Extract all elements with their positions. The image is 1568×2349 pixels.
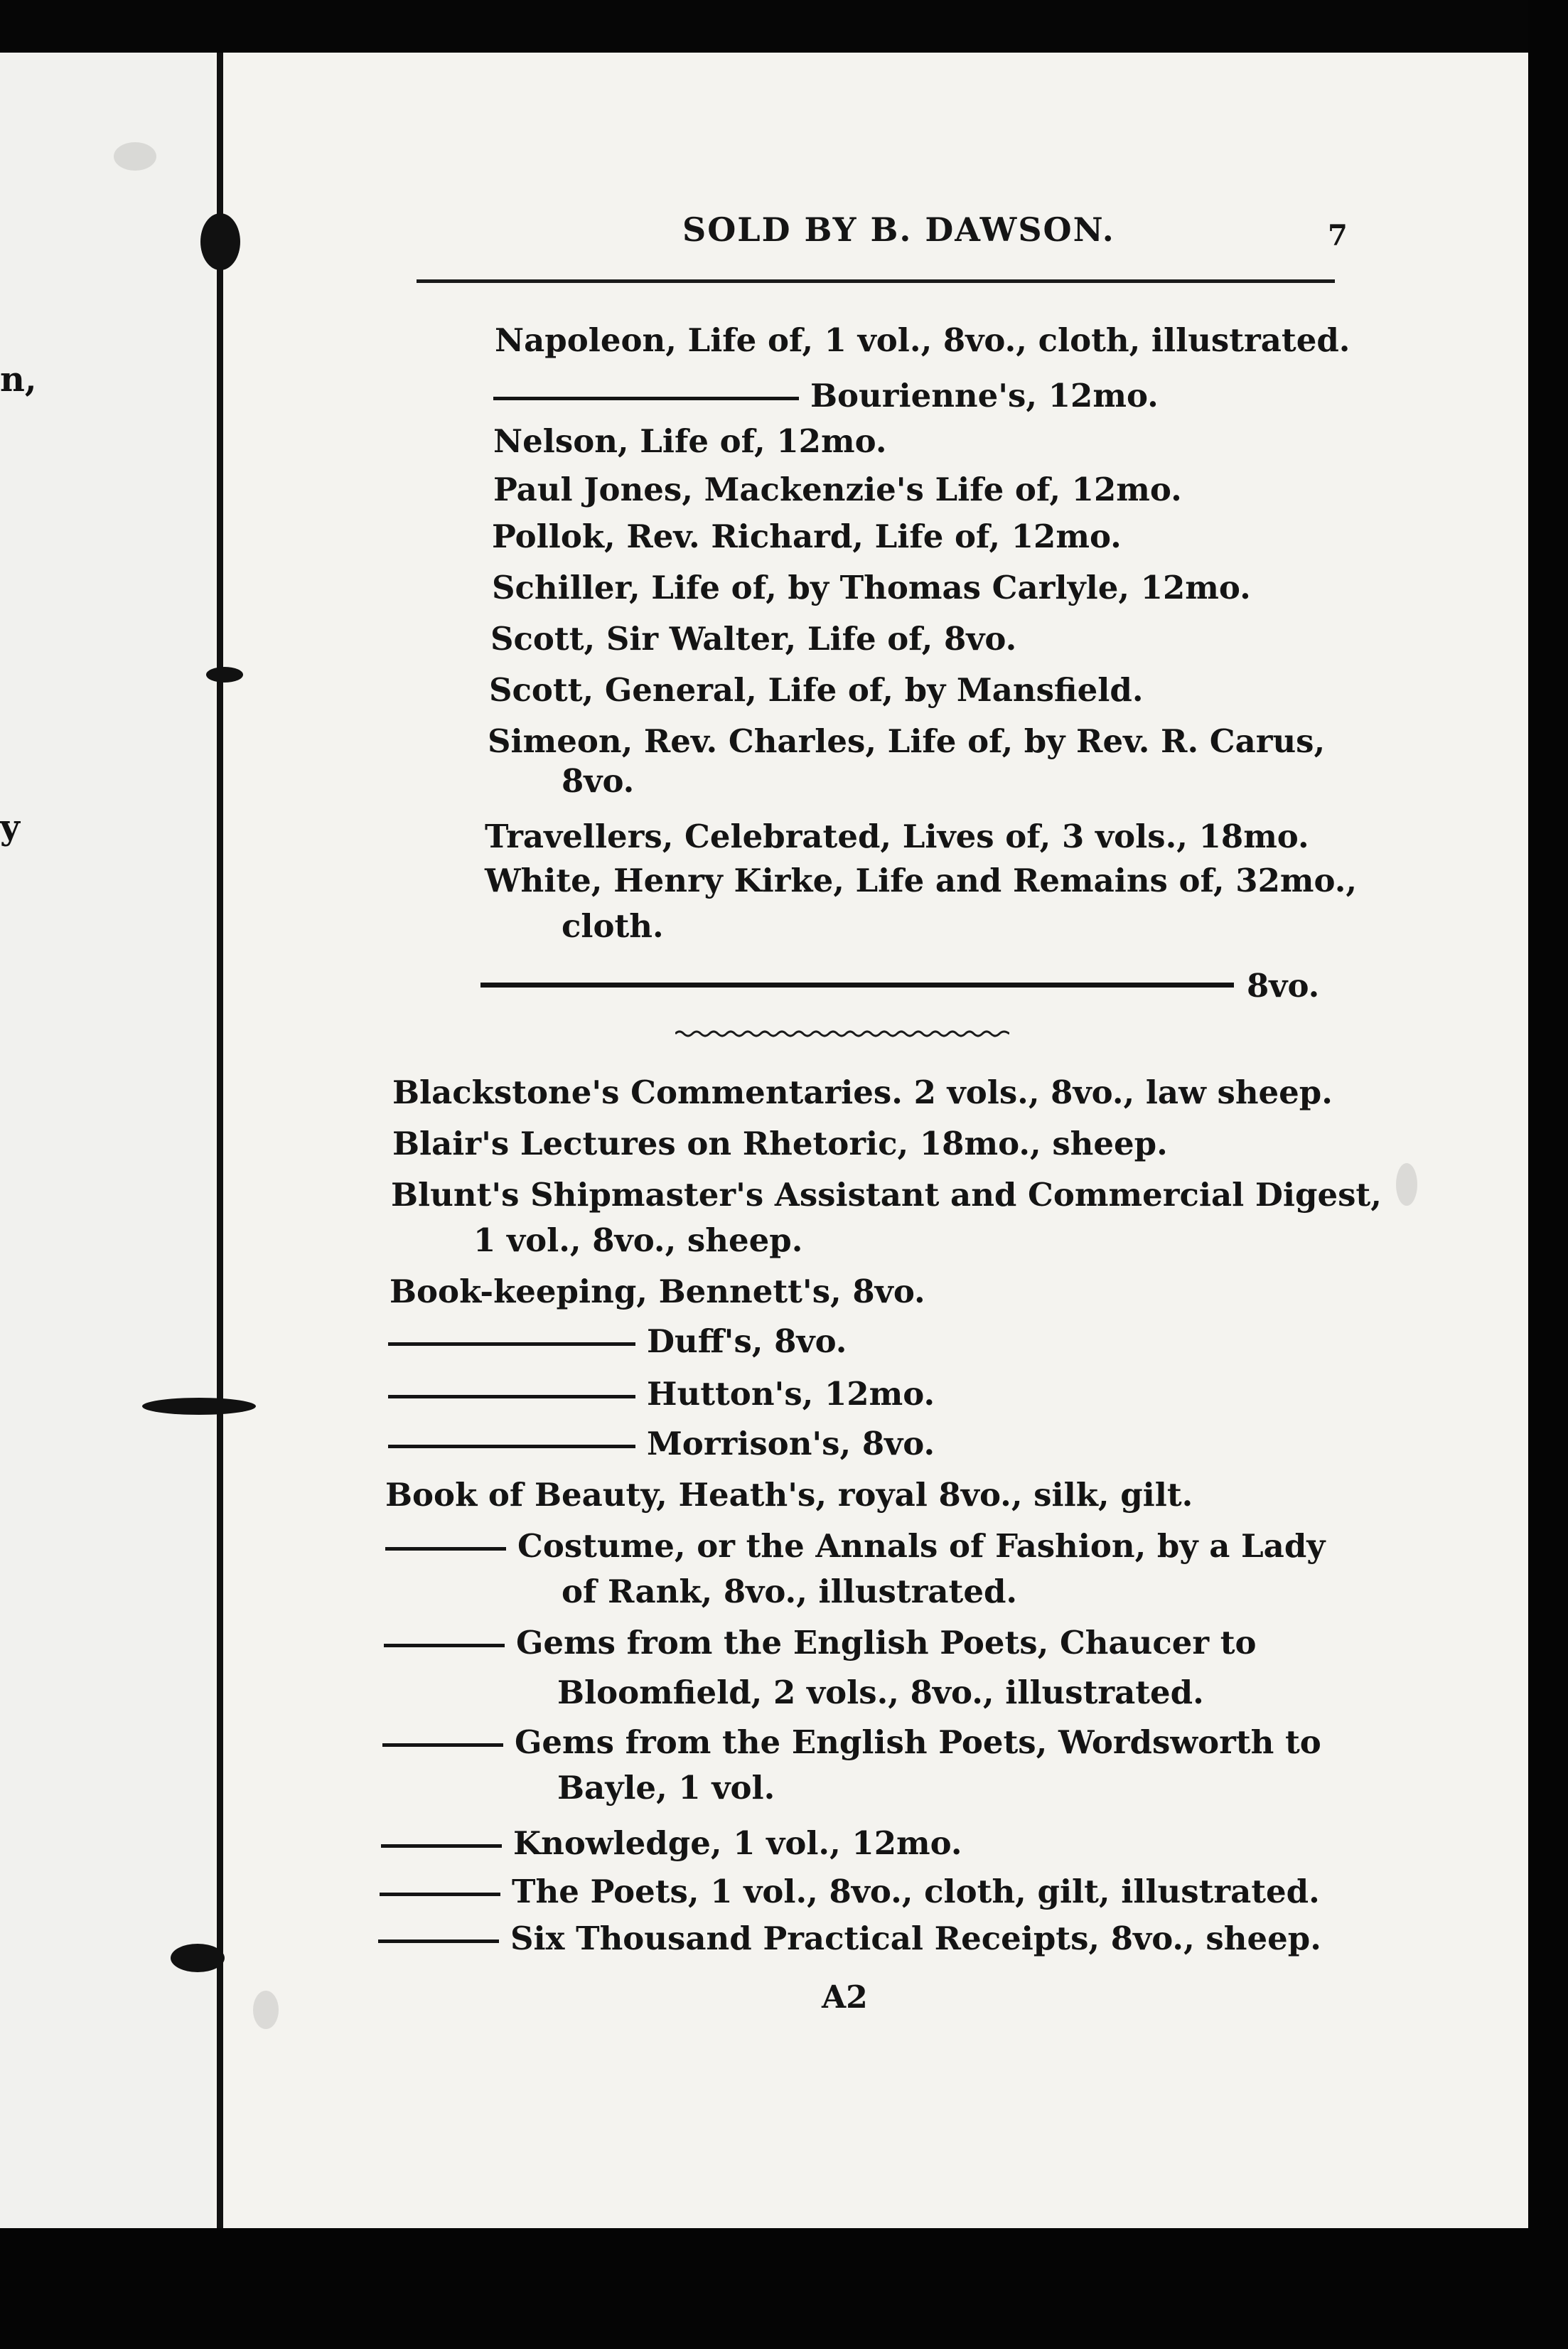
catalog-entry bbox=[381, 1824, 962, 1862]
binding-gutter bbox=[217, 53, 223, 2228]
catalog-entry bbox=[378, 1920, 1321, 1957]
catalog-entry: Scott, Sir Walter, Life of, 8vo. bbox=[490, 620, 1017, 658]
catalog-entry-continuation: 8vo. bbox=[562, 762, 635, 800]
catalog-entry: Blackstone's Commentaries. 2 vols., 8vo., law sheep. bbox=[392, 1074, 1333, 1111]
catalog-entry bbox=[388, 1425, 935, 1462]
catalog-entry bbox=[493, 377, 1159, 414]
catalog-entry: Napoleon, Life of, 1 vol., 8vo., cloth, illustrated. bbox=[495, 321, 1350, 359]
catalog-entry-text: Six Thousand Practical Receipts, 8vo., sheep. bbox=[510, 1920, 1321, 1957]
catalog-entry: Book of Beauty, Heath's, royal 8vo., silk, gilt. bbox=[385, 1476, 1193, 1514]
catalog-entry-text: Costume, or the Annals of Fashion, by a Lady bbox=[517, 1527, 1326, 1565]
catalog-entry-continuation: Bayle, 1 vol. bbox=[557, 1769, 775, 1807]
catalog-entry bbox=[380, 1873, 1320, 1910]
ditto-rule bbox=[382, 1743, 503, 1747]
catalog-entry: Book-keeping, Bennett's, 8vo. bbox=[390, 1273, 925, 1310]
ditto-rule bbox=[388, 1445, 635, 1448]
catalog-entry: Pollok, Rev. Richard, Life of, 12mo. bbox=[492, 518, 1122, 555]
catalog-entry bbox=[382, 1723, 1321, 1761]
ditto-rule bbox=[480, 983, 1234, 988]
catalog-entry-text: Bourienne's, 12mo. bbox=[810, 377, 1159, 414]
catalog-entry: White, Henry Kirke, Life and Remains of, 32mo., bbox=[485, 862, 1358, 899]
ditto-rule bbox=[385, 1547, 506, 1551]
catalog-entry-text: Morrison's, 8vo. bbox=[647, 1425, 935, 1462]
paper-stain bbox=[253, 1991, 279, 2029]
gutter-mark bbox=[142, 1398, 256, 1415]
catalog-entry: Travellers, Celebrated, Lives of, 3 vols., 18mo. bbox=[485, 818, 1309, 855]
catalog-entry bbox=[384, 1624, 1257, 1662]
catalog-entry-text: Gems from the English Poets, Chaucer to bbox=[516, 1624, 1257, 1662]
ditto-rule bbox=[380, 1893, 500, 1896]
catalog-entry-text: Hutton's, 12mo. bbox=[647, 1375, 935, 1413]
catalog-entry: Blunt's Shipmaster's Assistant and Commercial Digest, bbox=[391, 1176, 1382, 1214]
catalog-entry bbox=[388, 1375, 935, 1413]
catalog-entry: Nelson, Life of, 12mo. bbox=[493, 422, 887, 460]
catalog-entry: Scott, General, Life of, by Mansfield. bbox=[489, 671, 1144, 709]
catalog-entry: Schiller, Life of, by Thomas Carlyle, 12mo. bbox=[492, 569, 1251, 606]
catalog-entry: Simeon, Rev. Charles, Life of, by Rev. R. Carus, bbox=[488, 722, 1326, 760]
ditto-rule bbox=[381, 1844, 502, 1848]
ditto-rule bbox=[384, 1644, 505, 1647]
catalog-entry: Paul Jones, Mackenzie's Life of, 12mo. bbox=[493, 471, 1182, 508]
ditto-rule bbox=[493, 397, 799, 400]
scan-border-bottom bbox=[0, 2228, 1568, 2349]
catalog-entry-continuation: cloth. bbox=[562, 907, 664, 945]
catalog-entry-text: Knowledge, 1 vol., 12mo. bbox=[513, 1824, 962, 1862]
paper-stain bbox=[1396, 1163, 1417, 1206]
ditto-rule bbox=[378, 1939, 499, 1943]
page-number: 7 bbox=[1328, 219, 1348, 252]
left-page-fragment: n, bbox=[0, 360, 37, 400]
catalog-entry-text: Duff's, 8vo. bbox=[647, 1322, 847, 1360]
gutter-mark bbox=[206, 667, 243, 683]
header-rule bbox=[417, 279, 1335, 283]
catalog-entry-text: The Poets, 1 vol., 8vo., cloth, gilt, illustrated. bbox=[512, 1873, 1320, 1910]
running-header: SOLD BY B. DAWSON. bbox=[682, 210, 1115, 249]
scan-border-right bbox=[1528, 0, 1568, 2349]
catalog-entry: Blair's Lectures on Rhetoric, 18mo., sheep. bbox=[392, 1125, 1168, 1162]
gutter-mark bbox=[171, 1944, 225, 1972]
gutter-mark bbox=[200, 213, 240, 270]
catalog-entry-continuation: Bloomfield, 2 vols., 8vo., illustrated. bbox=[557, 1674, 1204, 1711]
catalog-entry-continuation: of Rank, 8vo., illustrated. bbox=[562, 1573, 1018, 1610]
paper-stain bbox=[114, 142, 156, 171]
wavy-ornament bbox=[675, 1029, 1009, 1038]
catalog-entry-text: Gems from the English Poets, Wordsworth to bbox=[515, 1723, 1321, 1761]
catalog-entry-continuation: 1 vol., 8vo., sheep. bbox=[473, 1221, 803, 1259]
catalog-entry bbox=[388, 1322, 847, 1360]
signature-mark: A2 bbox=[822, 1979, 868, 2016]
ditto-rule bbox=[388, 1342, 635, 1346]
catalog-entry-text: 8vo. bbox=[1247, 967, 1320, 1005]
scan-border-top bbox=[0, 0, 1568, 53]
catalog-entry bbox=[385, 1527, 1325, 1565]
ditto-rule bbox=[388, 1395, 635, 1398]
left-page-fragment: y bbox=[0, 808, 20, 847]
